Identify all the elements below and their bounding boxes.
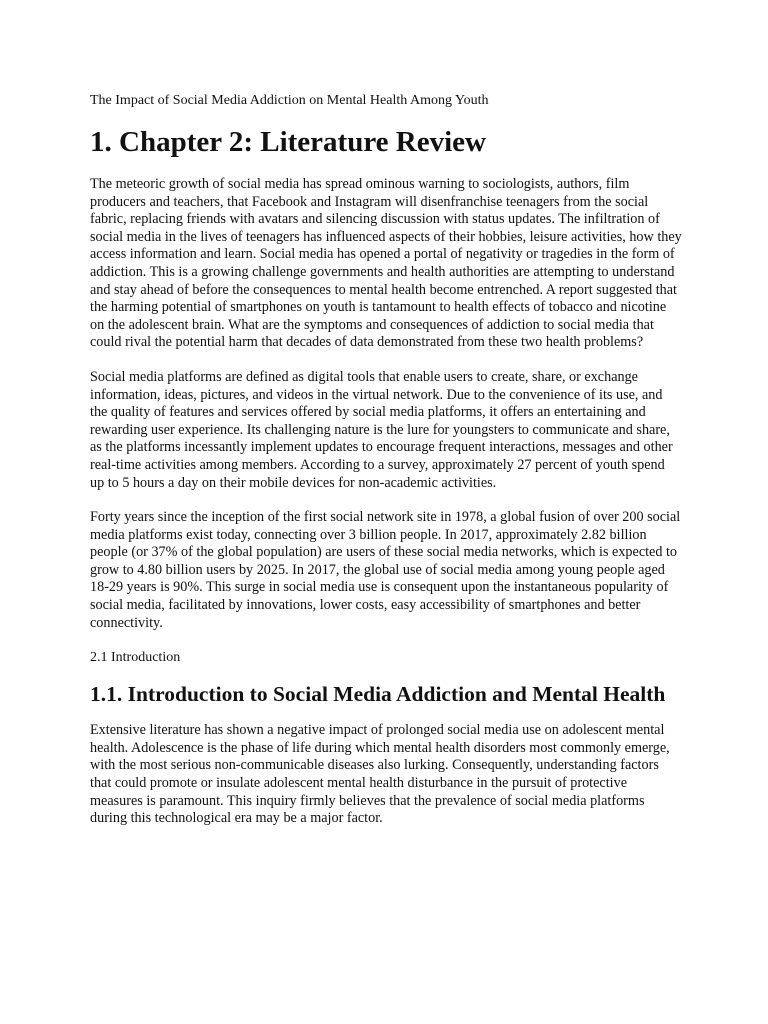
body-paragraph-1: The meteoric growth of social media has spread ominous warning to sociologists, authors, film producers and teachers, that Facebook and Instagram will disenfranchise teenagers from the social fabric, replacing friends with avatars and silencing discussion with status updates. The infiltration of social media in the lives of teenagers has influenced aspects of their hobbies, leisure activities, how they access information and learn. Social media has opened a portal of negativity or tragedies in the form of addiction. This is a growing challenge governments and health authorities are attempting to understand and stay ahead of before the consequences to mental health become entrenched. A report suggested that the harming potential of smartphones on youth is tantamount to health effects of tobacco and nicotine on the adolescent brain. What are the symptoms and consequences of addiction to social media that could rival the potential harm that decades of data demonstrated from these two health problems?	[90, 176, 682, 351]
body-paragraph-2: Social media platforms are defined as digital tools that enable users to create, share, or exchange information, ideas, pictures, and videos in the virtual network. Due to the convenience of its use, and the quality of features and services offered by social media platforms, it offers an entertaining and rewarding user experience. Its challenging nature is the lure for youngsters to communicate and share, as the platforms incessantly implement updates to encourage frequent interactions, messages and other real-time activities among members. According to a survey, approximately 27 percent of youth spend up to 5 hours a day on their mobile devices for non-academic activities.	[90, 368, 673, 491]
section-title: 1.1. Introduction to Social Media Addiction and Mental Health	[90, 682, 666, 707]
document-page	[90, 92, 682, 845]
subsection-label: 2.1 Introduction	[90, 650, 181, 666]
document-header: The Impact of Social Media Addiction on Mental Health Among Youth	[90, 93, 489, 108]
chapter-title: 1. Chapter 2: Literature Review	[90, 126, 486, 158]
body-paragraph-3: Forty years since the inception of the first social network site in 1978, a global fusion of over 200 social media platforms exist today, connecting over 3 billion people. In 2017, approximately 2.82 billion people (or 37% of the global population) are users of these social media networks, which is expected to grow to 4.80 billion users by 2025. In 2017, the global use of social media among young people aged 18-29 years is 90%. This surge in social media use is consequent upon the instantaneous popularity of social media, facilitated by innovations, lower costs, easy accessibility of smartphones and better connectivity.	[90, 509, 681, 631]
section-paragraph: Extensive literature has shown a negative impact of prolonged social media use on adolescent mental health. Adolescence is the phase of life during which mental health disorders most commonly emerge, with the most serious non-communicable diseases also lurking. Consequently, understanding factors that could promote or insulate adolescent mental health disturbance in the pursuit of protective measures is paramount. This inquiry firmly believes that the prevalence of social media platforms during this technological era may be a major factor.	[90, 722, 670, 827]
